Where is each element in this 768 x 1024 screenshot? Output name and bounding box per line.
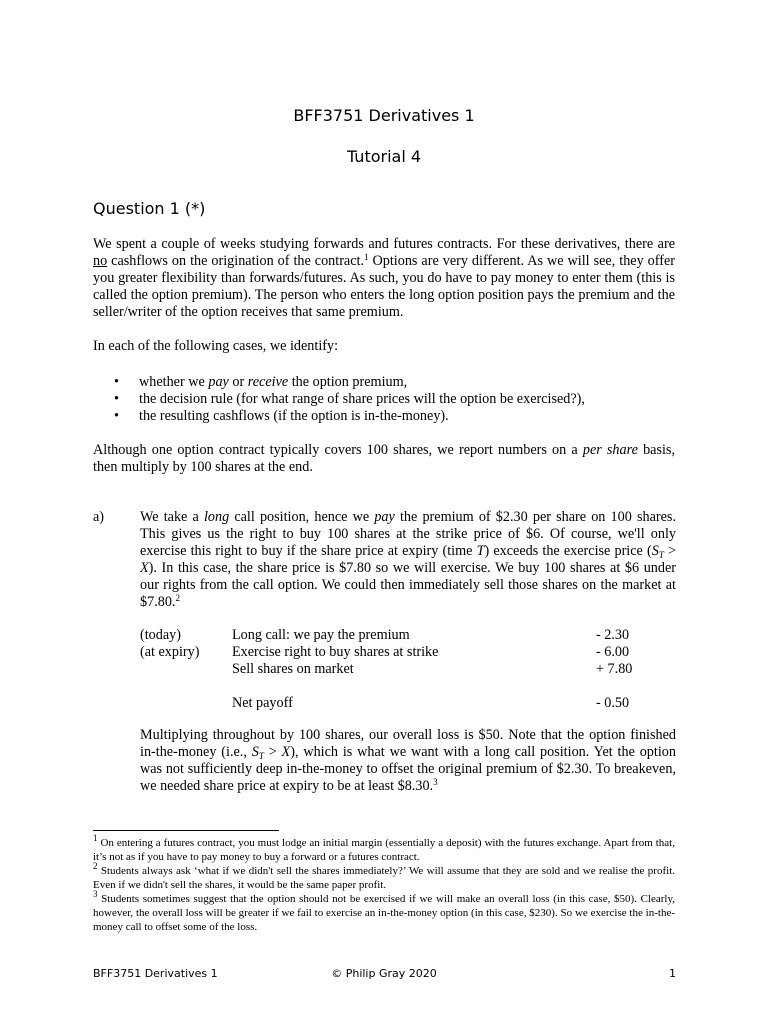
bullet-text: or: [228, 374, 248, 390]
bullet-item: [93, 374, 675, 391]
footnote-number: 2: [93, 861, 98, 871]
part-a-text: >: [263, 744, 282, 760]
bullet-item: [93, 408, 675, 425]
footnote-separator: [93, 830, 279, 831]
net-payoff-label: Net payoff: [232, 695, 293, 711]
footnote-ref-3: 3: [433, 777, 438, 787]
part-a-text: ) exceeds the exercise price (: [484, 543, 652, 559]
tutorial-title: Tutorial 4: [346, 147, 422, 166]
cashflow-description: Long call: we pay the premium: [232, 627, 410, 643]
footnote-ref-1: 1: [364, 252, 369, 262]
part-a-text: ), which is what we want with a long call position. Yet the option was not sufficiently deep in-the-money to offset the original premium of $2.30. To breakeven, we needed share price at expiry to be at least $8.30.: [140, 744, 676, 794]
cashflow-amount: + 7.80: [596, 661, 633, 677]
footnote: [93, 889, 675, 934]
footnote: [93, 861, 675, 892]
part-a-emphasis: pay: [374, 509, 395, 525]
cashflow-row: [140, 644, 676, 661]
net-payoff-amount: - 0.50: [596, 695, 630, 711]
bullet-list: [93, 374, 675, 425]
bullet-text: the option premium,: [288, 374, 408, 390]
cashflow-table: [140, 627, 676, 712]
part-a-text: ). In this case, the share price is $7.80 so we will exercise. We buy 100 shares at $6 under our rights from the call option. We could then immediately sell those shares on the market at $7.80.: [140, 560, 676, 610]
cashflow-description: Exercise right to buy shares at strike: [232, 644, 439, 660]
intro-text: Options are very different. As we will see, they offer you greater flexibility than forwards/futures. As such, you do have to pay money to enter them (this is called the option premium). The person who enters the long option position pays the premium and the seller/writer of the option receives that same premium.: [93, 253, 675, 320]
cases-intro: In each of the following cases, we identify:: [93, 338, 339, 354]
footer-page-number: 1: [669, 967, 676, 980]
cashflow-amount: - 6.00: [596, 644, 630, 660]
footnote-number: 1: [93, 833, 98, 843]
footnote-number: 3: [93, 889, 98, 899]
paragraph-text: basis, then multiply by 100 shares at the end.: [93, 442, 676, 475]
paragraph-text: Although one option contract typically covers 100 shares, we report numbers on a: [93, 442, 583, 458]
footer-copyright: © Philip Gray 2020: [331, 967, 437, 980]
footnote-text: Students sometimes suggest that the option should not be exercised if we will make an overall loss (in this case, $50). Clearly, however, the overall loss will be greater if we fail to exercise an in-the-money option (in this case, $230). So we exercise the in-the-money call to offset some of the loss.: [93, 893, 675, 933]
intro-paragraph: [93, 236, 675, 321]
paragraph-emphasis: per share: [582, 442, 638, 458]
bullet-icon: •: [114, 374, 119, 390]
cashflow-row: [140, 627, 676, 644]
part-a-text: Multiplying throughout by 100 shares, our overall loss is $50. Note that the option finished in-the-money (i.e.,: [140, 727, 676, 760]
part-a-paragraph: [140, 509, 676, 611]
footnote: [93, 833, 675, 864]
footnote-text: Students always ask ‘what if we didn't sell the shares immediately?’ We will assume that they are sold and we realise the profit. Even if we didn't sell the shares, it would be the same paper profit.: [93, 865, 675, 891]
table-spacer: [140, 678, 676, 695]
bullet-text: whether we: [139, 374, 209, 390]
math-subscript: T: [258, 751, 264, 761]
bullet-icon: •: [114, 408, 119, 424]
cashflow-time: (today): [140, 627, 181, 643]
part-a-conclusion: [140, 727, 676, 795]
part-a-label: a): [93, 509, 105, 525]
math-symbol: S: [251, 744, 259, 760]
part-a-text: >: [663, 543, 676, 559]
footer-course: BFF3751 Derivatives 1: [93, 967, 218, 980]
footnotes: [93, 833, 675, 934]
cashflow-time: (at expiry): [140, 644, 200, 660]
bullet-text: the resulting cashflows (if the option is in-the-money).: [139, 408, 449, 424]
math-symbol: S: [651, 543, 659, 559]
document-title: BFF3751 Derivatives 1: [293, 106, 475, 125]
part-a-emphasis: long: [203, 509, 230, 525]
footnote-ref-2: 2: [175, 593, 180, 603]
bullet-emphasis: pay: [208, 374, 229, 390]
bullet-item: [93, 391, 675, 408]
bullet-text: the decision rule (for what range of share prices will the option be exercised?),: [139, 391, 585, 407]
math-symbol: X: [140, 560, 149, 576]
intro-text: cashflows on the origination of the contract.: [107, 253, 365, 269]
math-subscript: T: [658, 550, 664, 560]
part-a-text: call position, hence we: [229, 509, 375, 525]
part-a-text: the premium of $2.30 per share on 100 shares. This gives us the right to buy 100 shares at the strike price of $6. Of course, we'll only exercise this right to buy if the share price at expiry (time: [140, 509, 676, 559]
cashflow-description: Sell shares on market: [232, 661, 354, 677]
question-heading: Question 1 (*): [93, 199, 206, 218]
bullet-icon: •: [114, 391, 119, 407]
net-payoff-row: [140, 695, 676, 712]
intro-text: We spent a couple of weeks studying forwards and futures contracts. For these derivatives, there are: [93, 236, 675, 252]
footnote-text: On entering a futures contract, you must lodge an initial margin (essentially a deposit) with the futures exchange. Apart from that, it’s not as if you have to pay money to buy a forward or a futures contract.: [93, 837, 675, 863]
math-symbol: T: [476, 543, 485, 559]
per-share-paragraph: [93, 442, 675, 476]
bullet-emphasis: receive: [247, 374, 289, 390]
intro-emphasis-no: no: [93, 253, 108, 269]
cashflow-row: [140, 661, 676, 678]
cashflow-amount: - 2.30: [596, 627, 630, 643]
part-a-text: We take a: [140, 509, 204, 525]
math-symbol: X: [281, 744, 291, 760]
